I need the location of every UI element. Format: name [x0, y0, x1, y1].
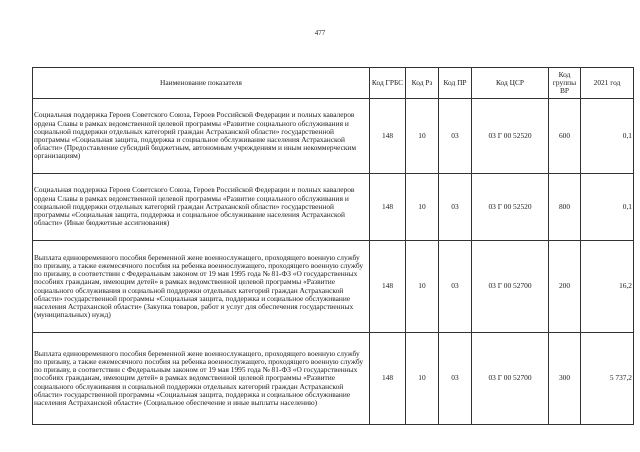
header-year: 2021 год: [581, 68, 634, 99]
table-row: [33, 99, 634, 174]
table-header-row: [33, 68, 634, 99]
header-name: Наименование показателя: [33, 68, 370, 99]
header-grbs: Код ГРБС: [370, 68, 406, 99]
table-row: [33, 241, 634, 333]
row-rz: 10: [406, 333, 439, 425]
row-pr: 03: [439, 99, 472, 174]
row-grbs: 148: [370, 174, 406, 241]
row-csr: 03 Г 00 52520: [472, 174, 549, 241]
row-csr: 03 Г 00 52700: [472, 241, 549, 333]
row-name: Социальная поддержка Героев Советского Союза, Героев Российской Федерации и полных кавалеров ордена Славы в рамках ведомственной целевой программы «Развитие социального обслуживания и социальной поддержки отдельных категорий граждан Астраханской области» государственной программы «Социальная защита, поддержка и социальное обслуживание населения Астраханской области» (Иные бюджетные ассигнования): [33, 174, 370, 241]
row-grbs: 148: [370, 99, 406, 174]
row-grbs: 148: [370, 241, 406, 333]
row-amount: 16,2: [581, 241, 634, 333]
row-vr: 300: [549, 333, 581, 425]
budget-table: [32, 67, 634, 425]
row-amount: 0,1: [581, 99, 634, 174]
row-name: Социальная поддержка Героев Советского Союза, Героев Российской Федерации и полных кавалеров ордена Славы в рамках ведомственной целевой программы «Развитие социального обслуживания и социальной поддержки отдельных категорий граждан Астраханской области» государственной программы «Социальная защита, поддержка и социальное обслуживание населения Астраханской области» (Предоставление субсидий бюджетным, автономным учреждениям и иным некоммерческим организациям): [33, 99, 370, 174]
row-rz: 10: [406, 241, 439, 333]
row-pr: 03: [439, 174, 472, 241]
row-csr: 03 Г 00 52520: [472, 99, 549, 174]
page-number: 477: [314, 29, 326, 37]
row-pr: 03: [439, 333, 472, 425]
row-grbs: 148: [370, 333, 406, 425]
header-pr: Код ПР: [439, 68, 472, 99]
row-vr: 800: [549, 174, 581, 241]
header-rz: Код Рз: [406, 68, 439, 99]
row-amount: 0,1: [581, 174, 634, 241]
row-rz: 10: [406, 99, 439, 174]
row-csr: 03 Г 00 52700: [472, 333, 549, 425]
header-csr: Код ЦСР: [472, 68, 549, 99]
row-amount: 5 737,2: [581, 333, 634, 425]
table-row: [33, 333, 634, 425]
header-vr: Код группы ВР: [549, 68, 581, 99]
row-vr: 200: [549, 241, 581, 333]
table-row: [33, 174, 634, 241]
row-pr: 03: [439, 241, 472, 333]
row-name: Выплата единовременного пособия беременной жене военнослужащего, проходящего военную службу по призыву, а также ежемесячного пособия на ребенка военнослужащего, проходящего военную службу по призыву, в соответствии с Федеральным законом от 19 мая 1995 года № 81-ФЗ «О государственных пособиях гражданам, имеющим детей» в рамках ведомственной целевой программы «Развитие социального обслуживания и социальной поддержки отдельных категорий граждан Астраханской области» государственной программы «Социальная защита, поддержка и социальное обслуживание населения Астраханской области» (Социальное обеспечение и иные выплаты населению): [33, 333, 370, 425]
row-vr: 600: [549, 99, 581, 174]
row-name: Выплата единовременного пособия беременной жене военнослужащего, проходящего военную службу по призыву, а также ежемесячного пособия на ребенка военнослужащего, проходящего военную службу по призыву, в соответствии с Федеральным законом от 19 мая 1995 года № 81-ФЗ «О государственных пособиях гражданам, имеющим детей» в рамках ведомственной целевой программы «Развитие социального обслуживания и социальной поддержки отдельных категорий граждан Астраханской области» государственной программы «Социальная защита, поддержка и социальное обслуживание населения Астраханской области» (Закупка товаров, работ и услуг для обеспечения государственных (муниципальных) нужд): [33, 241, 370, 333]
row-rz: 10: [406, 174, 439, 241]
